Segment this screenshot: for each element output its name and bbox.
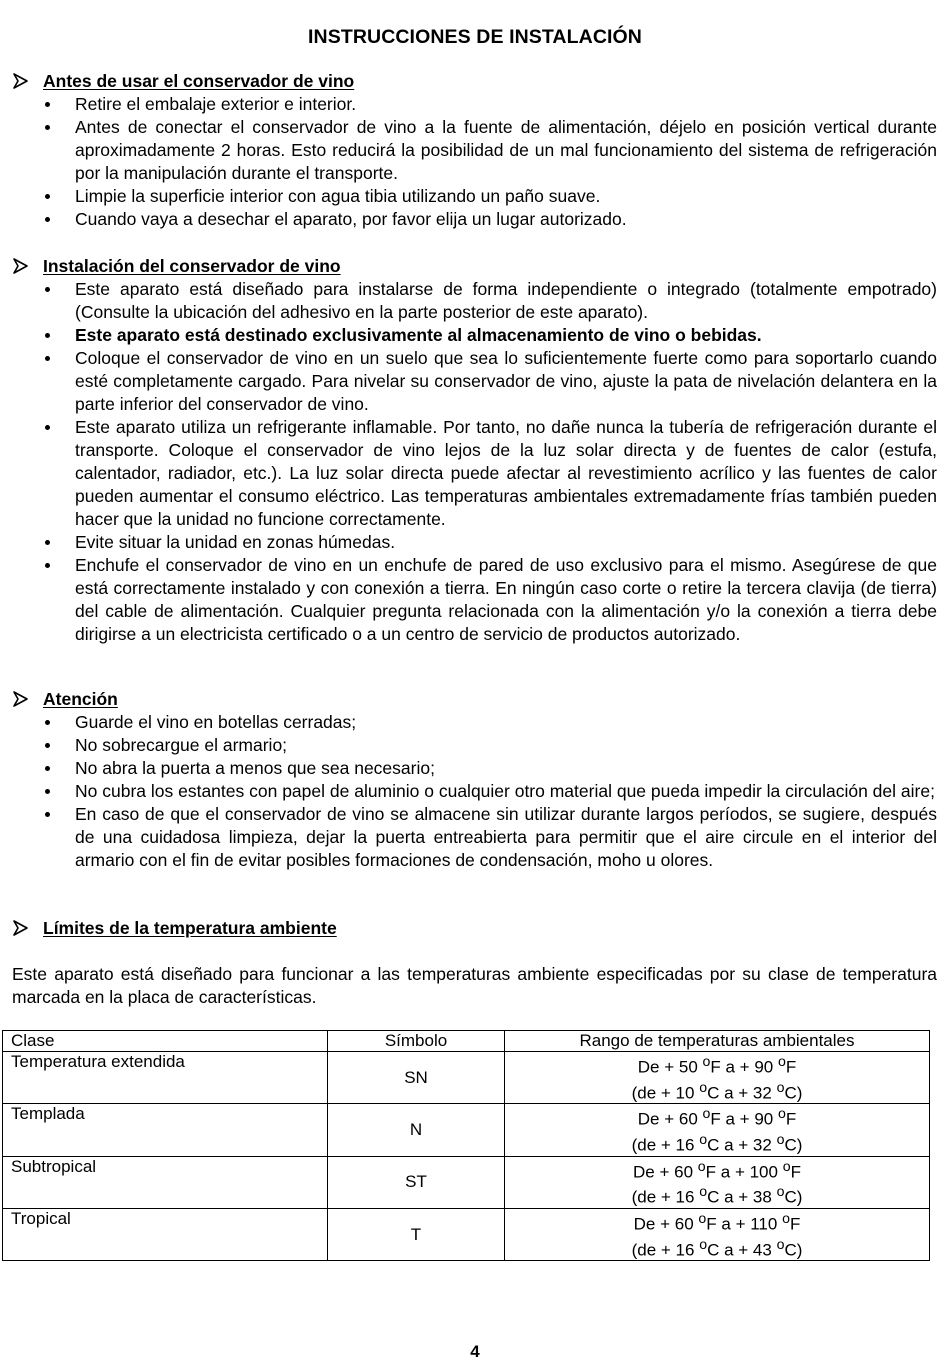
f-to-value: 90	[754, 1109, 774, 1129]
rango-cell: De + 60 $^o$F a + 90 $^o$F (de + 16 $^o$C a + 32 $^o$C)	[505, 1104, 930, 1156]
list-item-text: No sobrecargue el armario;	[75, 735, 288, 755]
list-item-text: No abra la puerta a menos que sea necesario;	[75, 758, 435, 778]
section-heading: Antes de usar el conservador de vino	[43, 71, 355, 91]
list-item	[12, 116, 937, 185]
c-from-value: 10	[675, 1083, 695, 1103]
list-item	[12, 416, 937, 531]
bullet-dot-icon	[45, 766, 50, 771]
clase-cell: Tropical	[3, 1208, 328, 1260]
list-item	[12, 185, 937, 208]
f-from-value: 60	[678, 1109, 698, 1129]
bullet-list	[12, 711, 937, 872]
arrow-bullet-icon	[12, 690, 30, 708]
section-instalacion	[12, 255, 937, 646]
list-item-text: Cuando vaya a desechar el aparato, por favor elija un lugar autorizado.	[75, 209, 627, 229]
arrow-bullet-icon	[12, 257, 30, 275]
section-heading: Instalación del conservador de vino	[43, 256, 341, 276]
f-from-value: 60	[674, 1162, 694, 1182]
list-item-text: Limpie la superficie interior con agua tibia utilizando un paño suave.	[75, 186, 601, 206]
bullet-list	[12, 278, 937, 646]
section-heading-row	[12, 688, 937, 711]
f-from-value: 50	[678, 1057, 698, 1077]
list-item-text: Antes de conectar el conservador de vino a la fuente de alimentación, déjelo en posición vertical durante aproximadamente 2 horas. Esto reducirá la posibilidad de un mal funcionamiento del sistema de refrigeración por la manipulación durante el transporte.	[75, 117, 937, 183]
section-atencion	[12, 688, 937, 872]
simbolo-cell: T	[328, 1208, 505, 1260]
bullet-list	[12, 93, 937, 231]
list-item	[12, 324, 937, 347]
list-item	[12, 711, 937, 734]
simbolo-cell: N	[328, 1104, 505, 1156]
temperature-class-table	[2, 1030, 930, 1261]
list-item	[12, 803, 937, 872]
page-number: 4	[470, 1342, 480, 1361]
c-to-value: 32	[752, 1083, 772, 1103]
page-title: INSTRUCCIONES DE INSTALACIÓN	[308, 26, 642, 48]
bullet-dot-icon	[45, 743, 50, 748]
section-antes-de-usar	[12, 70, 937, 231]
table-header-cell: Símbolo	[328, 1031, 505, 1052]
table-row	[3, 1156, 930, 1208]
list-item-text: Guarde el vino en botellas cerradas;	[75, 712, 357, 732]
c-to-value: 32	[752, 1135, 772, 1155]
section-heading-row	[12, 70, 937, 93]
bullet-dot-icon	[45, 789, 50, 794]
list-item-text: Este aparato está diseñado para instalarse de forma independiente o integrado (totalmente empotrado) (Consulte la ubicación del adhesivo en la parte posterior de este aparato).	[75, 279, 937, 322]
list-item-text: Este aparato está destinado exclusivamente al almacenamiento de vino o bebidas.	[75, 325, 762, 345]
c-to-value: 43	[752, 1240, 772, 1260]
bullet-dot-icon	[45, 540, 50, 545]
list-item-text: Evite situar la unidad en zonas húmedas.	[75, 532, 396, 552]
c-from-value: 16	[675, 1135, 695, 1155]
list-item	[12, 734, 937, 757]
list-item	[12, 93, 937, 116]
clase-cell: Templada	[3, 1104, 328, 1156]
section-heading-row	[12, 917, 937, 940]
table-row	[3, 1104, 930, 1156]
f-to-value: 90	[754, 1057, 774, 1077]
list-item	[12, 278, 937, 324]
list-item	[12, 554, 937, 646]
bullet-dot-icon	[45, 425, 50, 430]
f-from-value: 60	[674, 1214, 694, 1234]
clase-cell: Subtropical	[3, 1156, 328, 1208]
section-heading: Límites de la temperatura ambiente	[43, 918, 337, 938]
list-item-text: En caso de que el conservador de vino se almacene sin utilizar durante largos períodos, se sugiere, después de una cuidadosa limpieza, dejar la puerta entreabierta para permitir que el aire circule en el interior del armario con el fin de evitar posibles formaciones de condensación, moho u olores.	[75, 804, 937, 870]
section-heading-row	[12, 255, 937, 278]
bullet-dot-icon	[45, 563, 50, 568]
section-limites-temperatura	[12, 917, 937, 940]
table-row	[3, 1208, 930, 1260]
table-header-row	[3, 1031, 930, 1052]
list-item	[12, 347, 937, 416]
list-item-text: Coloque el conservador de vino en un suelo que sea lo suficientemente fuerte como para soportarlo cuando esté completamente cargado. Para nivelar su conservador de vino, ajuste la pata de nivelación delantera en la parte inferior del conservador de vino.	[75, 348, 937, 414]
temperature-paragraph: Este aparato está diseñado para funcionar a las temperaturas ambiente especificadas por su clase de temperatura marcada en la placa de características.	[12, 964, 937, 1007]
arrow-bullet-icon	[12, 72, 30, 90]
list-item	[12, 757, 937, 780]
section-heading: Atención	[43, 689, 118, 709]
c-from-value: 16	[675, 1187, 695, 1207]
bullet-dot-icon	[45, 102, 50, 107]
bullet-dot-icon	[45, 287, 50, 292]
list-item	[12, 531, 937, 554]
list-item	[12, 780, 937, 803]
c-from-value: 16	[675, 1240, 695, 1260]
bullet-dot-icon	[45, 356, 50, 361]
f-to-value: 100	[749, 1162, 778, 1182]
bullet-dot-icon	[45, 333, 50, 338]
table-header-cell: Rango de temperaturas ambientales	[505, 1031, 930, 1052]
simbolo-cell: SN	[328, 1052, 505, 1104]
bullet-dot-icon	[45, 194, 50, 199]
simbolo-cell: ST	[328, 1156, 505, 1208]
table-row	[3, 1052, 930, 1104]
rango-cell: De + 60 $^o$F a + 110 $^o$F (de + 16 $^o$C a + 43 $^o$C)	[505, 1208, 930, 1260]
bullet-dot-icon	[45, 217, 50, 222]
list-item-text: Este aparato utiliza un refrigerante inflamable. Por tanto, no dañe nunca la tubería de refrigeración durante el transporte. Coloque el conservador de vino lejos de la luz solar directa y de fuentes de calor (estufa, calentador, radiador, etc.). La luz solar directa puede afectar al revestimiento acrílico y las fuentes de calor pueden aumentar el consumo eléctrico. Las temperaturas ambientales extremadamente frías también pueden hacer que la unidad no funcione correctamente.	[75, 417, 937, 529]
f-to-value: 110	[750, 1214, 778, 1234]
arrow-bullet-icon	[12, 919, 30, 937]
list-item-text: No cubra los estantes con papel de aluminio o cualquier otro material que pueda impedir la circulación del aire;	[75, 781, 935, 801]
table-header-cell: Clase	[3, 1031, 328, 1052]
list-item	[12, 208, 937, 231]
rango-cell: De + 60 $^o$F a + 100 $^o$F (de + 16 $^o$C a + 38 $^o$C)	[505, 1156, 930, 1208]
c-to-value: 38	[752, 1187, 772, 1207]
list-item-text: Enchufe el conservador de vino en un enchufe de pared de uso exclusivo para el mismo. Asegúrese de que está correctamente instalado y con conexión a tierra. En ningún caso corte o retire la tercera clavija (de tierra) del cable de alimentación. Cualquier pregunta relacionada con la alimentación y/o la conexión a tierra debe dirigirse a un electricista certificado o a un centro de servicio de productos autorizado.	[75, 555, 937, 644]
bullet-dot-icon	[45, 720, 50, 725]
bullet-dot-icon	[45, 125, 50, 130]
rango-cell: De + 50 $^o$F a + 90 $^o$F (de + 10 $^o$C a + 32 $^o$C)	[505, 1052, 930, 1104]
bullet-dot-icon	[45, 812, 50, 817]
list-item-text: Retire el embalaje exterior e interior.	[75, 94, 357, 114]
clase-cell: Temperatura extendida	[3, 1052, 328, 1104]
